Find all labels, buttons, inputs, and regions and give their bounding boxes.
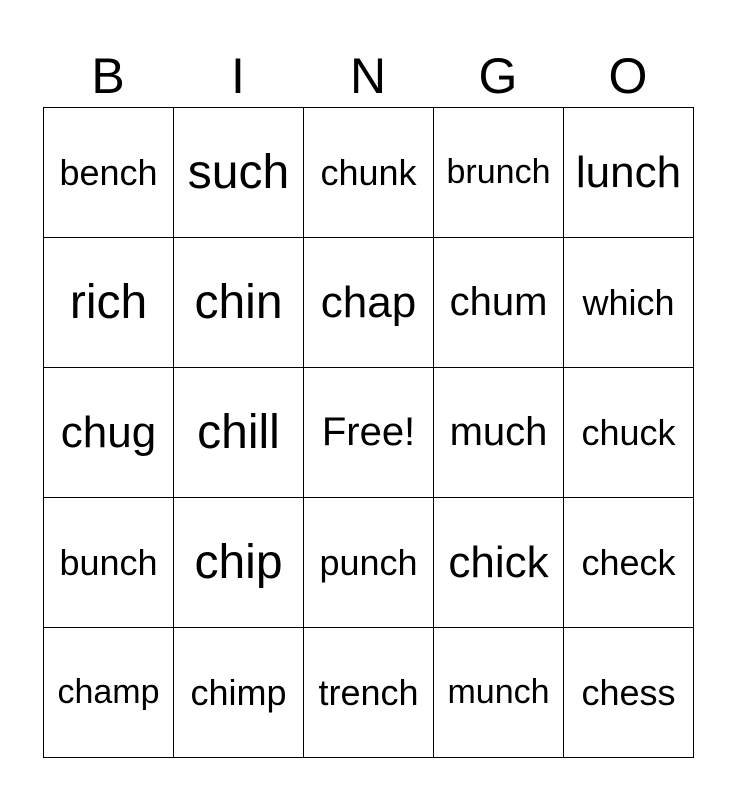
bingo-cell[interactable]: check [564, 498, 694, 628]
bingo-cell[interactable]: chimp [174, 628, 304, 758]
bingo-cell[interactable]: chap [304, 238, 434, 368]
bingo-cell[interactable]: such [174, 108, 304, 238]
bingo-cell[interactable]: punch [304, 498, 434, 628]
bingo-cell[interactable]: chug [44, 368, 174, 498]
header-letter-i: I [231, 48, 245, 104]
header-letter-b: B [91, 48, 125, 104]
bingo-cell[interactable]: chuck [564, 368, 694, 498]
free-space[interactable]: Free! [304, 368, 434, 498]
bingo-board [43, 107, 694, 758]
bingo-cell[interactable]: lunch [564, 108, 694, 238]
bingo-cell[interactable]: which [564, 238, 694, 368]
bingo-cell[interactable]: chum [434, 238, 564, 368]
bingo-cell[interactable]: champ [44, 628, 174, 758]
bingo-cell[interactable]: rich [44, 238, 174, 368]
bingo-header [43, 46, 693, 106]
header-letter-o: O [608, 48, 648, 104]
header-letter-n: N [349, 48, 387, 104]
bingo-cell[interactable]: bench [44, 108, 174, 238]
header-letter-g: G [478, 48, 518, 104]
bingo-cell[interactable]: chip [174, 498, 304, 628]
bingo-cell[interactable]: chunk [304, 108, 434, 238]
bingo-cell[interactable]: chill [174, 368, 304, 498]
bingo-cell[interactable]: bunch [44, 498, 174, 628]
bingo-cell[interactable]: chick [434, 498, 564, 628]
bingo-cell[interactable]: trench [304, 628, 434, 758]
bingo-cell[interactable]: chin [174, 238, 304, 368]
bingo-cell[interactable]: munch [434, 628, 564, 758]
bingo-cell[interactable]: brunch [434, 108, 564, 238]
bingo-cell[interactable]: much [434, 368, 564, 498]
bingo-cell[interactable]: chess [564, 628, 694, 758]
